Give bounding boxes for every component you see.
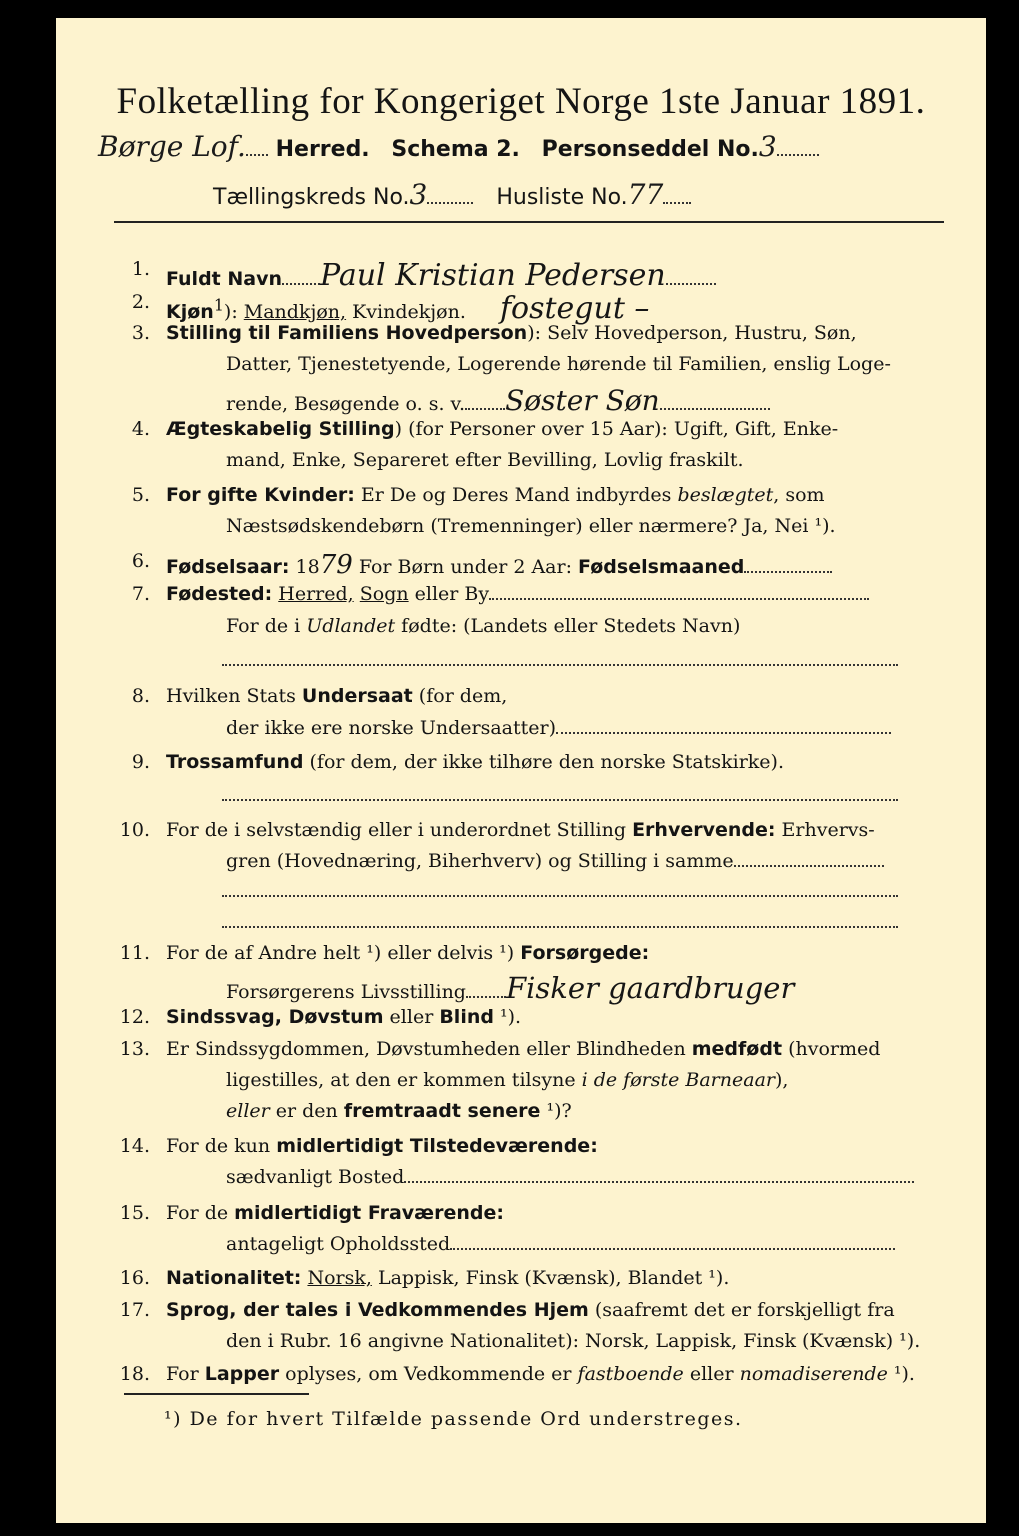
item-text: Forsørgerens Livsstilling [226,981,466,1003]
item-number: 18. [119,1363,150,1385]
personseddel-value: 3 [758,130,777,163]
item-number: 3. [131,322,150,344]
item-number: 15. [119,1202,150,1224]
item-15-line2 [226,1233,895,1255]
item-label: Ægteskabelig Stilling [166,418,395,440]
item-13-line2 [226,1069,788,1091]
item-text: For de i [226,615,307,637]
handwritten-answer: Søster Søn [505,384,660,417]
schema-label: Schema 2. [391,137,520,162]
item-7 [166,583,869,605]
item-number: 6. [131,550,150,572]
item-6 [166,550,832,580]
item-number: 11. [119,942,150,964]
item-text: der ikke ere norske Undersaatter) [226,717,556,739]
blank-line [222,663,898,666]
item-14 [166,1135,598,1157]
item-text: (for dem, [412,685,508,707]
blank-line [222,894,898,897]
census-form [56,18,986,1523]
item-text: eller [383,1006,440,1028]
item-16 [166,1267,729,1289]
item-text: ) (for Personer over 15 Aar): Ugift, Gift, Enke- [394,418,839,440]
item-text: ¹). [887,1363,915,1385]
item-14-line2 [226,1166,914,1188]
item-label: Fødselsaar: [166,556,290,578]
item-text: For Børn under 2 Aar: [352,556,579,578]
item-label: Sindssvag, Døvstum [166,1006,384,1028]
item-label: Erhvervende: [632,819,776,841]
option-mandkjon: Mandkjøn, [243,301,347,323]
item-label: fremtraadt senere [343,1100,541,1122]
herred-value: Børge Lof. [98,130,246,163]
husliste-label: Husliste No. [496,185,628,210]
item-10-line2 [226,850,884,872]
kreds-line [213,178,691,211]
item-text: er den [269,1100,344,1122]
husliste-value: 77 [627,178,664,211]
item-number: 1. [131,258,150,280]
item-text: Næstsødskendebørn (Tremenninger) eller nærmere? Ja, Nei ¹). [226,515,836,537]
item-text: For de [166,1202,235,1224]
item-label: Nationalitet: [166,1267,302,1289]
item-label: medfødt [691,1038,783,1060]
item-17 [166,1299,895,1321]
item-13-line3 [226,1100,572,1122]
item-number: 4. [131,418,150,440]
item-9 [166,751,784,773]
item-15 [166,1202,504,1224]
item-text: antageligt Opholdssted [226,1233,451,1255]
item-text: den i Rubr. 16 angivne Nationalitet): Norsk, Lappisk, Finsk (Kvænsk) ¹). [226,1330,921,1352]
item-7-line2 [226,615,740,637]
item-8-line2 [226,717,891,739]
item-label: Fødested: [166,583,273,605]
item-text: For de kun [166,1135,277,1157]
item-text: Er De og Deres Mand indbyrdes [354,484,678,506]
item-text: For de i selvstændig eller i underordnet Stilling [166,819,633,841]
option-sogn: Sogn [359,583,409,605]
item-11 [166,942,649,964]
item-text: nomadiserende [739,1363,888,1385]
item-text: Erhvervs- [775,819,875,841]
item-text: eller By [408,583,490,605]
item-number: 7. [131,583,150,605]
item-2 [166,291,649,326]
item-text: sædvanligt Bosted [226,1166,405,1188]
item-8 [166,685,507,707]
blank-line [222,925,898,928]
herred-label: Herred. [275,137,370,162]
item-number: 14. [119,1135,150,1157]
footnote-rule [124,1393,309,1395]
item-number: 13. [119,1038,150,1060]
herred-line [98,130,819,163]
kreds-label: Tællingskreds No. [213,185,410,210]
item-text: (for dem, der ikke tilhøre den norske Statskirke). [303,751,784,773]
item-number: 12. [119,1006,150,1028]
item-text: 18 [289,556,320,578]
item-18 [166,1363,915,1385]
item-label: Blind [439,1006,494,1028]
item-label: Fødselsmaaned [578,556,745,578]
blank-line [222,798,898,801]
item-label: Sprog, der tales i Vedkommendes Hjem [166,1299,589,1321]
form-title: Folketælling for Kongeriget Norge 1ste Januar 1891. [116,81,926,122]
item-text: Er Sindssygdommen, Døvstumheden eller Blindheden [166,1038,692,1060]
item-number: 10. [119,819,150,841]
item-label: midlertidigt Tilstedeværende: [276,1135,598,1157]
item-5 [166,484,825,506]
item-text: Hvilken Stats [166,685,302,707]
option-norsk: Norsk, [307,1267,372,1289]
footnote: ¹) De for hvert Tilfælde passende Ord understreges. [164,1408,743,1430]
item-text: ), [775,1069,789,1091]
item-4 [166,418,838,440]
item-text: Lappisk, Finsk (Kvænsk), Blandet ¹). [371,1267,730,1289]
item-11-line2 [226,971,794,1005]
footnote-mark: 1 [213,295,224,315]
handwritten-occupation: Fisker gaardbruger [505,971,795,1005]
item-12 [166,1006,521,1028]
item-text: ): Selv Hovedperson, Hustru, Søn, [527,322,857,344]
item-label: Fuldt Navn [166,268,283,290]
item-text: fødte: (Landets eller Stedets Navn) [395,615,741,637]
option-kvindekjon: Kvindekjøn. [346,301,466,323]
option-herred: Herred, [278,583,354,605]
item-text: Udlandet [306,615,396,637]
item-text: Datter, Tjenestetyende, Logerende hørende til Familien, enslig Loge- [226,353,891,375]
item-label: midlertidigt Fraværende: [234,1202,504,1224]
item-number: 16. [119,1267,150,1289]
item-text: i de første Barneaar [581,1069,775,1091]
item-text: ¹). [493,1006,522,1028]
handwritten-answer: fostegut – [499,291,650,326]
item-text: ligestilles, at den er kommen tilsyne [226,1069,582,1091]
item-text: For [166,1363,205,1385]
item-text: ¹)? [540,1100,572,1122]
item-text: , som [773,484,825,506]
item-text: eller [683,1363,740,1385]
kreds-value: 3 [409,178,428,211]
item-label: Lapper [204,1363,280,1385]
item-label: Trossamfund [166,751,304,773]
item-1 [166,258,716,293]
header-rule [114,221,944,223]
item-number: 8. [131,685,150,707]
item-13 [166,1038,880,1060]
item-label: For gifte Kvinder: [166,484,355,506]
item-3-line3 [226,384,770,417]
item-label: Undersaat [301,685,413,707]
item-text: gren (Hovednæring, Biherhverv) og Stilling i samme [226,850,734,872]
item-text: fastboende [577,1363,684,1385]
item-3 [166,322,857,344]
item-label: Stilling til Familiens Hovedperson [166,322,528,344]
item-text: rende, Besøgende o. s. v. [226,393,466,415]
item-number: 5. [131,484,150,506]
item-10 [166,819,875,841]
item-text: eller [226,1100,270,1122]
personseddel-label: Personseddel No. [541,137,759,162]
handwritten-name: Paul Kristian Pedersen [320,258,666,293]
handwritten-year: 79 [319,550,353,580]
item-number: 17. [119,1299,150,1321]
item-number: 9. [131,751,150,773]
item-text: mand, Enke, Separeret efter Bevilling, Lovlig fraskilt. [226,449,744,471]
item-text: oplyses, om Vedkommende er [279,1363,578,1385]
item-text: For de af Andre helt ¹) eller delvis ¹) [166,942,521,964]
item-label: Kjøn [166,301,214,323]
item-text: (saafremt det er forskjelligt fra [588,1299,895,1321]
item-number: 2. [131,291,150,313]
item-text: ): [223,301,244,323]
item-label: Forsørgede: [520,942,650,964]
item-text: beslægtet [677,484,774,506]
item-text: (hvormed [782,1038,881,1060]
